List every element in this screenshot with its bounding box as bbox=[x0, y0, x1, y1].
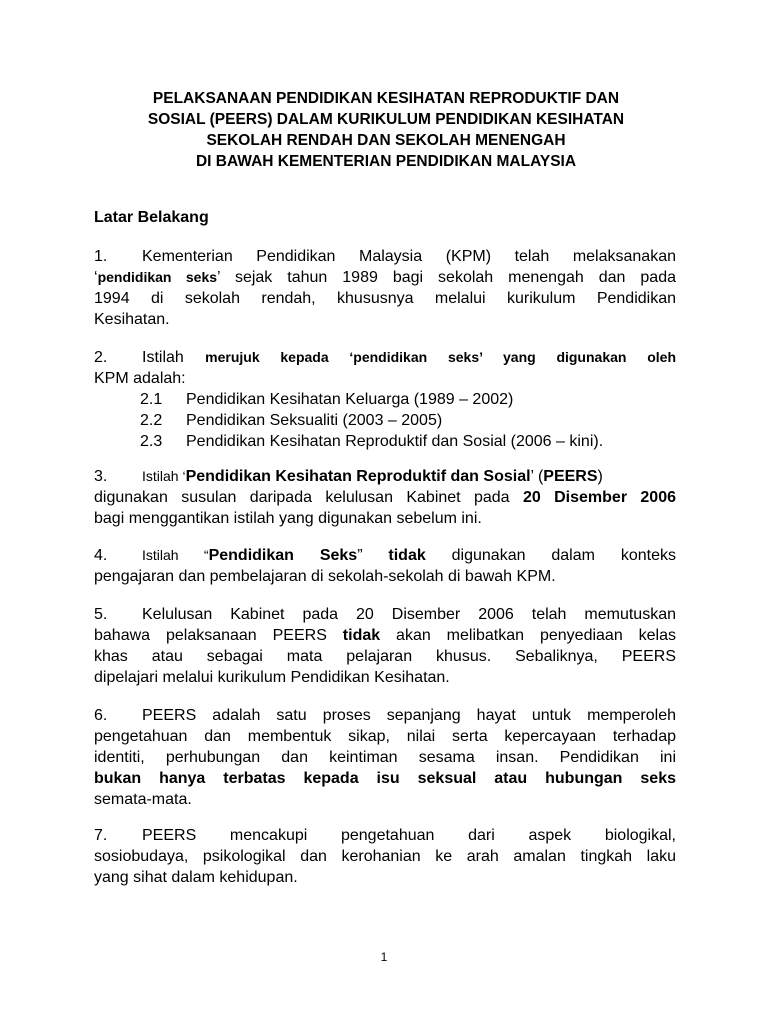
list-item: 2.1 Pendidikan Kesihatan Keluarga (1989 – 2002) bbox=[140, 391, 514, 408]
paragraph-line: pengetahuan dan membentuk sikap, nilai serta kepercayaan terhadap bbox=[94, 728, 676, 745]
paragraph-1 bbox=[94, 246, 676, 330]
title-line: SEKOLAH RENDAH DAN SEKOLAH MENENGAH bbox=[206, 132, 566, 149]
paragraph-number: 6. bbox=[94, 707, 108, 724]
paragraph-5 bbox=[94, 604, 676, 688]
paragraph-line: 1994 di sekolah rendah, khususnya melalui kurikulum Pendidikan bbox=[94, 290, 676, 307]
paragraph-line: yang sihat dalam kehidupan. bbox=[94, 869, 298, 886]
paragraph-line: digunakan susulan daripada kelulusan Kabinet pada 20 Disember 2006 bbox=[94, 489, 677, 506]
paragraph-line: 1. Kementerian Pendidikan Malaysia (KPM) telah melaksanakan bbox=[94, 248, 676, 265]
document-title bbox=[96, 88, 676, 172]
paragraph-line: 7. PEERS mencakupi pengetahuan dari aspek biologikal, bbox=[94, 827, 676, 844]
paragraph-line: identiti, perhubungan dan keintiman sesama insan. Pendidikan ini bbox=[94, 749, 676, 766]
paragraph-line: semata-mata. bbox=[94, 791, 192, 808]
list-item: 2.3 Pendidikan Kesihatan Reproduktif dan Sosial (2006 – kini). bbox=[140, 433, 604, 450]
title-line: PELAKSANAAN PENDIDIKAN KESIHATAN REPRODUKTIF DAN bbox=[152, 90, 620, 107]
paragraph-line: bagi menggantikan istilah yang digunakan sebelum ini. bbox=[94, 510, 482, 527]
paragraph-line: Kesihatan. bbox=[94, 311, 170, 328]
paragraph-number: 7. bbox=[94, 827, 108, 844]
paragraph-number: 1. bbox=[94, 248, 108, 265]
paragraph-6 bbox=[94, 705, 676, 810]
paragraph-number: 2. bbox=[94, 349, 108, 366]
paragraph-number: 5. bbox=[94, 606, 108, 623]
paragraph-3 bbox=[94, 466, 676, 529]
paragraph-line: bahawa pelaksanaan PEERS tidak akan melibatkan penyediaan kelas bbox=[94, 627, 676, 644]
section-heading: Latar Belakang bbox=[94, 209, 209, 226]
paragraph-line: 3. Istilah ‘Pendidikan Kesihatan Reproduktif dan Sosial’ (PEERS) bbox=[94, 468, 603, 485]
title-line: SOSIAL (PEERS) DALAM KURIKULUM PENDIDIKAN KESIHATAN bbox=[147, 111, 625, 128]
paragraph-line: 4. Istilah “Pendidikan Seks” tidak digunakan dalam konteks bbox=[94, 547, 676, 564]
paragraph-number: 3. bbox=[94, 468, 108, 485]
paragraph-7 bbox=[94, 825, 676, 888]
page-number: 1 bbox=[380, 950, 388, 964]
paragraph-line: pengajaran dan pembelajaran di sekolah-sekolah di bawah KPM. bbox=[94, 568, 556, 585]
paragraph-line: khas atau sebagai mata pelajaran khusus. Sebaliknya, PEERS bbox=[94, 648, 676, 665]
paragraph-line: dipelajari melalui kurikulum Pendidikan Kesihatan. bbox=[94, 669, 450, 686]
paragraph-2 bbox=[94, 347, 676, 452]
paragraph-line: sosiobudaya, psikologikal dan kerohanian ke arah amalan tingkah laku bbox=[94, 848, 676, 865]
paragraph-line: KPM adalah: bbox=[94, 370, 186, 387]
list-item: 2.2 Pendidikan Seksualiti (2003 – 2005) bbox=[140, 412, 443, 429]
title-line: DI BAWAH KEMENTERIAN PENDIDIKAN MALAYSIA bbox=[195, 153, 577, 170]
paragraph-line: bukan hanya terbatas kepada isu seksual atau hubungan seks bbox=[94, 770, 676, 787]
paragraph-number: 4. bbox=[94, 547, 108, 564]
paragraph-line: 6. PEERS adalah satu proses sepanjang hayat untuk memperoleh bbox=[94, 707, 676, 724]
paragraph-line: 2. Istilah merujuk kepada ‘pendidikan seks’ yang digunakan oleh bbox=[94, 349, 677, 366]
paragraph-line: 5. Kelulusan Kabinet pada 20 Disember 2006 telah memutuskan bbox=[94, 606, 676, 623]
paragraph-line: ‘pendidikan seks’ sejak tahun 1989 bagi sekolah menengah dan pada bbox=[94, 269, 676, 286]
paragraph-4 bbox=[94, 545, 676, 587]
